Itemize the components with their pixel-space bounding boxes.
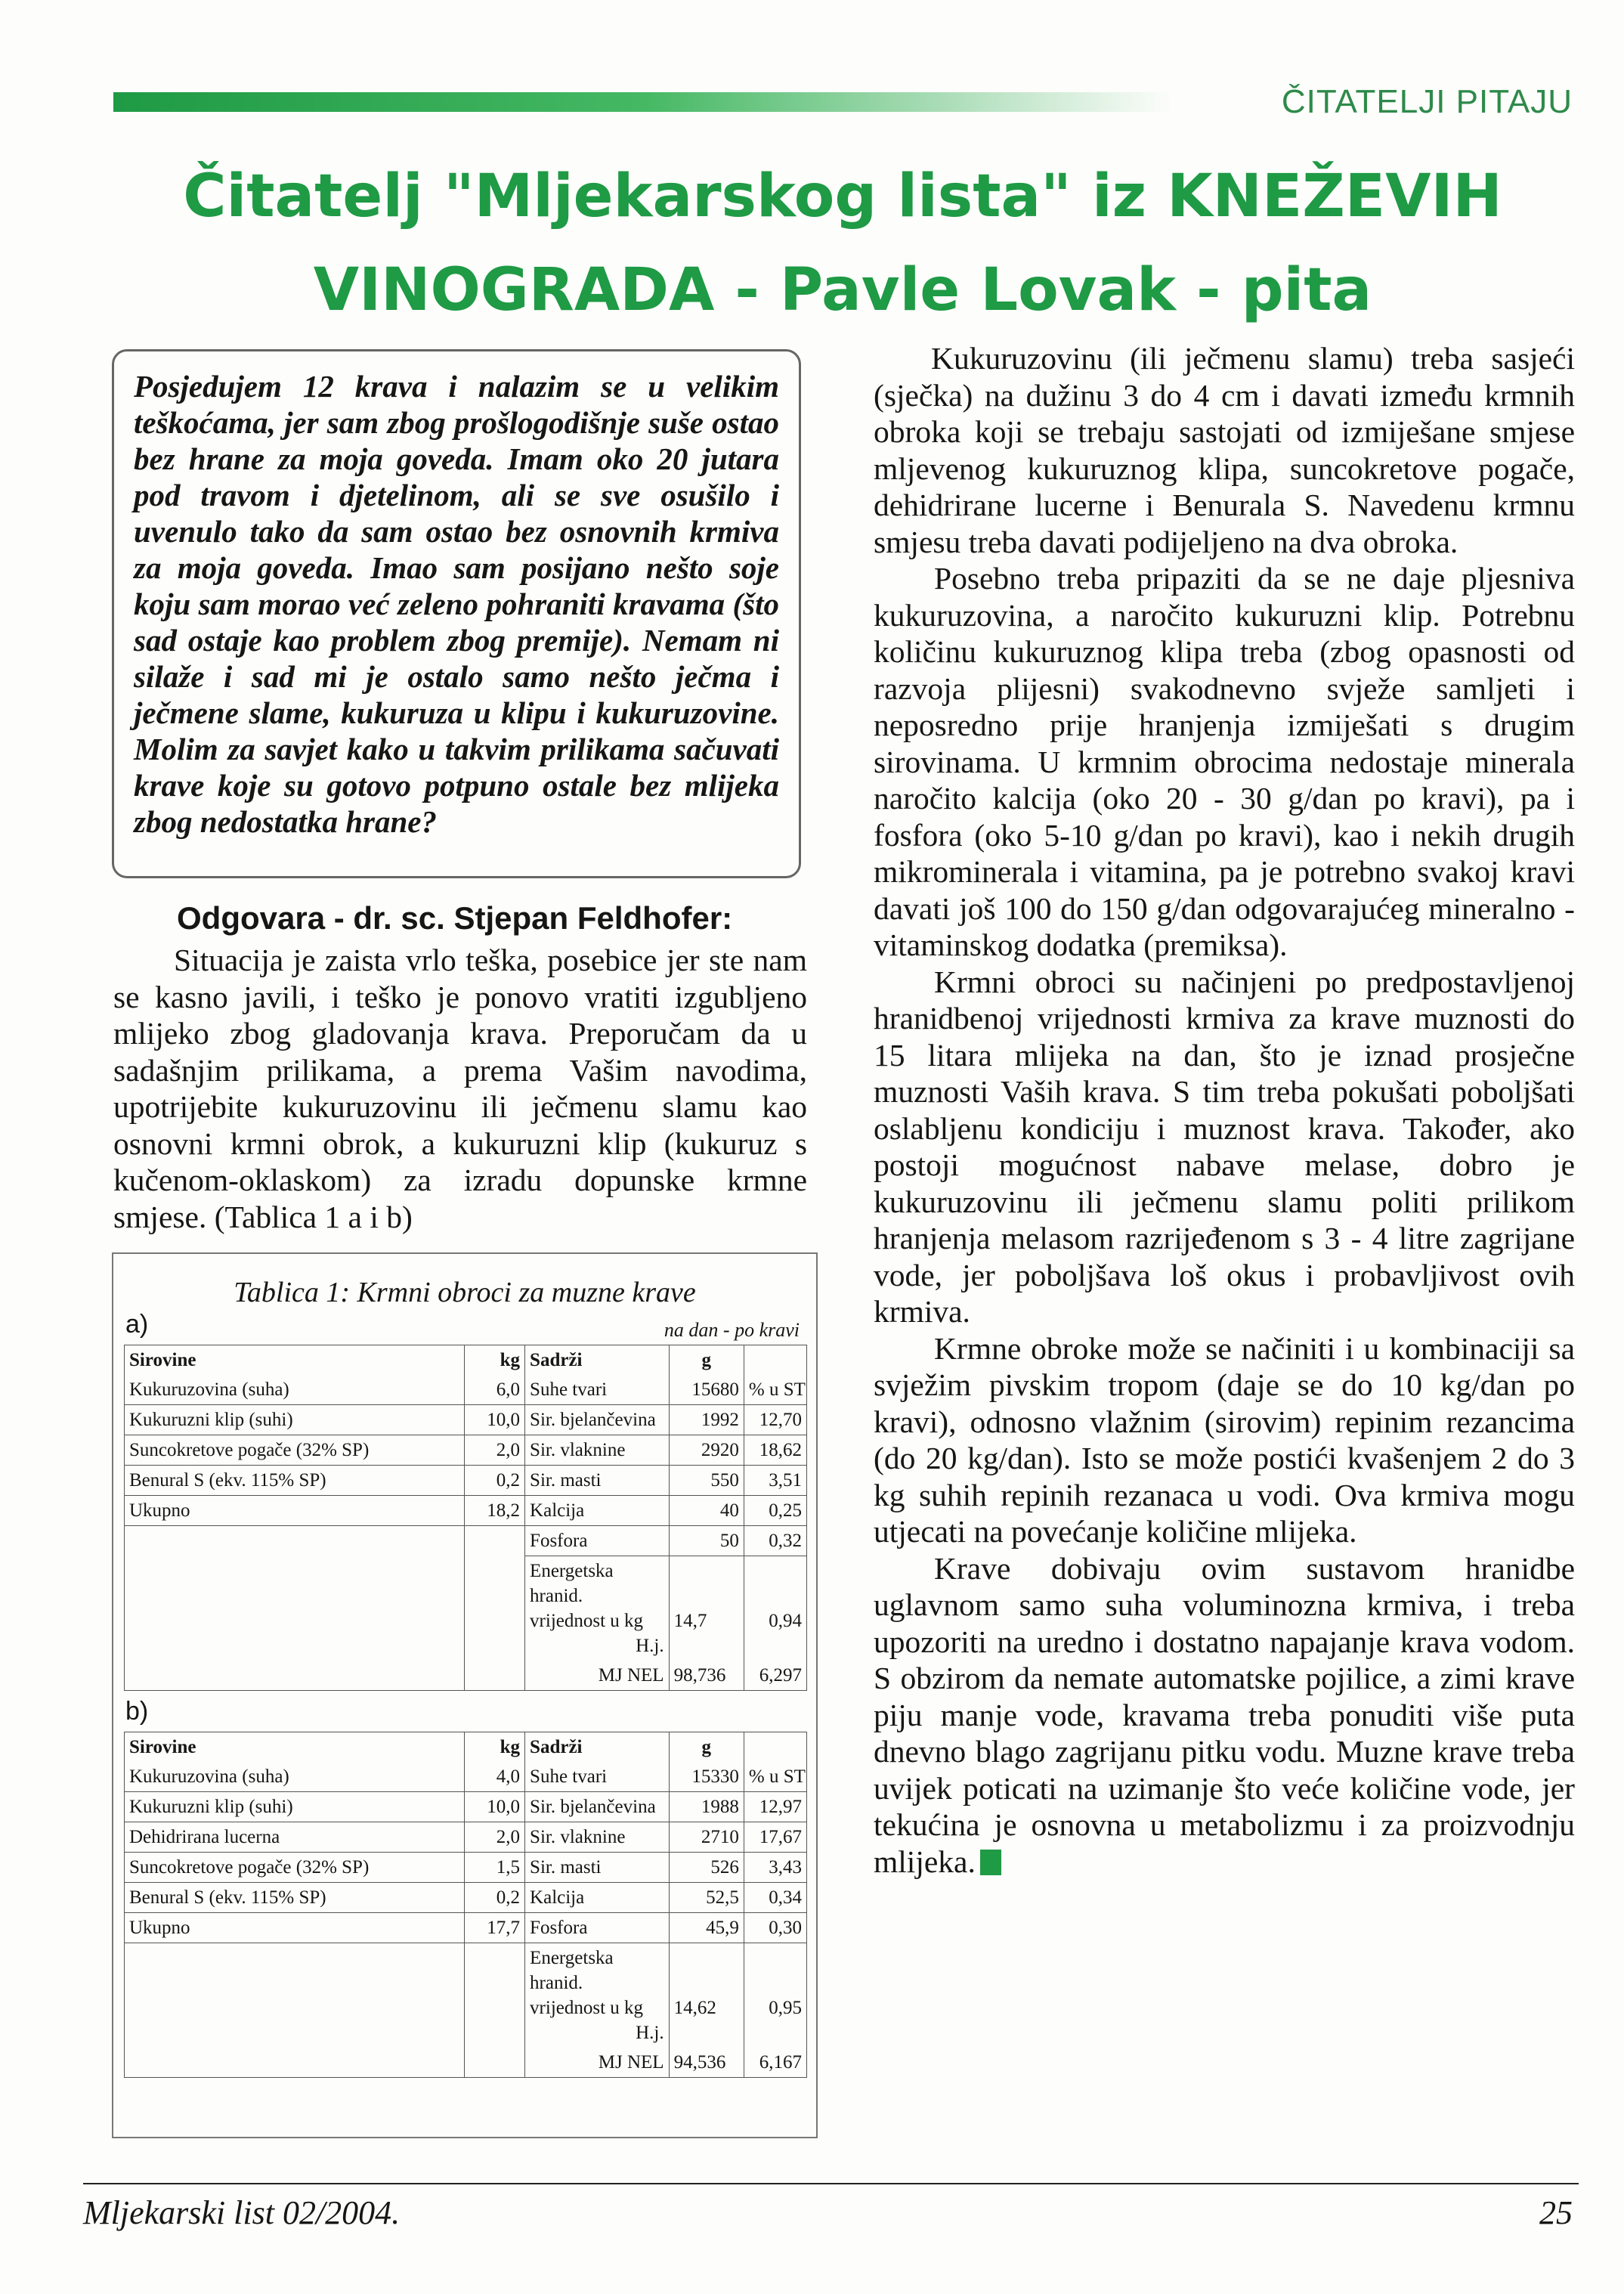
col-header-g: g xyxy=(669,1345,744,1376)
nutrient-pct: 3,43 xyxy=(744,1853,806,1883)
section-label: ČITATELJI PITAJU xyxy=(1281,83,1573,120)
ingredient-kg: 0,2 xyxy=(464,1466,524,1496)
table-row xyxy=(125,1853,807,1883)
table-row xyxy=(125,1435,807,1466)
answer-paragraph: Krmne obroke može se načiniti i u kombinaciji sa svježim pivskim tropom (daje se do 10 kg/dan po kravi), odnosno vlažnim (sirovim) repinim rezancima (do 20 kg/dan). Isto se može postići kvašenjem 2 do 3 kg suhih repinih rezanaca u vodi. Ova krmiva mogu utjecati na povećanje količine mlijeka. xyxy=(874,1330,1575,1549)
nutrient-g: 40 xyxy=(669,1496,744,1526)
table-a-label: a) xyxy=(125,1310,149,1339)
header-color-bar xyxy=(113,92,1171,112)
col-header-raw: Sirovine xyxy=(125,1345,465,1376)
ingredient-kg: 2,0 xyxy=(464,1435,524,1466)
nutrient-name: Sir. vlaknine xyxy=(525,1822,670,1853)
nutrient-pct: 0,25 xyxy=(744,1496,806,1526)
col-header-pct xyxy=(744,1732,806,1763)
nutrient-g: 50 xyxy=(669,1526,744,1556)
ingredient-name: Kukuruzovina (suha) xyxy=(125,1762,465,1792)
table-b-heading xyxy=(118,1697,812,1732)
table-row xyxy=(125,1526,807,1556)
nutrient-name: Suhe tvari xyxy=(525,1375,670,1405)
table-row xyxy=(125,2048,807,2078)
nutrient-pct: 0,32 xyxy=(744,1526,806,1556)
ingredient-name: Ukupno xyxy=(125,1913,465,1943)
table-row xyxy=(125,1466,807,1496)
ingredient-kg: 10,0 xyxy=(464,1792,524,1822)
energy-mjnel-pct: 6,297 xyxy=(744,1661,806,1691)
table-row xyxy=(125,1661,807,1691)
ingredient-name: Benural S (ekv. 115% SP) xyxy=(125,1883,465,1913)
nutrient-g: 52,5 xyxy=(669,1883,744,1913)
table-row xyxy=(125,1883,807,1913)
table-a-heading xyxy=(118,1310,812,1345)
energy-unit-mjnel: MJ NEL xyxy=(525,1661,670,1691)
reader-question-box xyxy=(112,349,801,878)
nutrient-name: Suhe tvari xyxy=(525,1762,670,1792)
ingredient-name: Kukuruzni klip (suhi) xyxy=(125,1405,465,1435)
nutrient-g: 45,9 xyxy=(669,1913,744,1943)
ingredient-name: Ukupno xyxy=(125,1496,465,1526)
ingredient-kg: 18,2 xyxy=(464,1496,524,1526)
ration-table-a xyxy=(124,1345,807,1691)
answer-paragraph-text: Krave dobivaju ovim sustavom hranidbe uglavnom samo suha voluminozna krmiva, i treba upozoriti na uredno i dostatno napajanje krava vodom. S obzirom da nemate automatske pojilice, a zimi krave piju manje vode, kravama treba ponuditi više puta dnevno blago zagrijanu pitku vodu. Muzne krave treba uvijek poticati na uzimanje što veće količine vode, jer tekućina je osnovna u metabolizmu i za proizvodnju mlijeka. xyxy=(874,1550,1575,1879)
footer-publication: Mljekarski list 02/2004. xyxy=(83,2194,401,2231)
page-number: 25 xyxy=(1539,2194,1573,2231)
nutrient-g: 526 xyxy=(669,1853,744,1883)
answer-paragraph: Krmni obroci su načinjeni po predpostavljenoj hranidbenoj vrijednosti krmiva za krave muznosti do 15 litara mlijeka na dan, što je iznad prosječne muznosti Vaših krava. S tim treba pokušati poboljšati oslabljenu kondiciju i muznost krava. Također, ako postoji mogućnost nabave melase, dobro je kukuruzovinu ili ječmenu slamu politi prilikom hranjenja melasom razrijeđenom s 3 - 4 litre zagrijane vode, jer poboljšava loš okus i probavljivost ovih krmiva. xyxy=(874,964,1575,1329)
ingredient-kg: 17,7 xyxy=(464,1913,524,1943)
col-header-contains: Sadrži xyxy=(525,1732,670,1763)
energy-mjnel-g: 94,536 xyxy=(669,2048,744,2078)
table-row xyxy=(125,1405,807,1435)
nutrient-g: 15330 xyxy=(669,1762,744,1792)
energy-hj-pct: 0,94 xyxy=(744,1556,806,1661)
per-day-note: na dan - po kravi xyxy=(664,1319,800,1341)
ingredient-kg: 2,0 xyxy=(464,1822,524,1853)
nutrient-pct: 12,70 xyxy=(744,1405,806,1435)
answer-paragraph-last xyxy=(874,1550,1575,1881)
nutrient-name: Kalcija xyxy=(525,1496,670,1526)
nutrient-g: 550 xyxy=(669,1466,744,1496)
nutrient-name: Fosfora xyxy=(525,1526,670,1556)
col-header-pct xyxy=(744,1345,806,1376)
answer-paragraph: Kukuruzovinu (ili ječmenu slamu) treba sasjeći (sječka) na dužinu 3 do 4 cm i davati između krmnih obroka koji se trebaju sastojati od izmiješane smjese mljevenog kukuruznog klipa, suncokretove pogače, dehidrirane lucerne i Benurala S. Navedenu krmnu smjesu treba davati podijeljeno na dva obroka. xyxy=(874,341,1575,559)
answer-paragraph: Posebno treba pripaziti da se ne daje pljesniva kukuruzovina, a naročito kukuruzni klip. Potrebnu količinu kukuruznog klipa treba (zbog opasnosti od razvoja plijesni) svakodnevno svježe samljeti i neposredno prije hranjenja izmiješati s drugim sirovinama. U krmnim obrocima nedostaje minerala naročito kalcija (oko 20 - 30 g/dan po kravi), pa i fosfora (oko 5-10 g/dan po kravi), kao i nekih drugih mikrominerala i vitamina, pa je potrebno svakoj kravi davati još 100 do 150 g/dan odgovarajućeg mineralno - vitaminskog dodatka (premiksa). xyxy=(874,561,1575,962)
table-row xyxy=(125,1792,807,1822)
footer-divider xyxy=(83,2183,1579,2184)
nutrient-pct: % u ST xyxy=(744,1375,806,1405)
answer-body-column xyxy=(874,340,1575,1880)
ingredient-kg: 10,0 xyxy=(464,1405,524,1435)
nutrient-name: Sir. masti xyxy=(525,1466,670,1496)
nutrient-pct: 3,51 xyxy=(744,1466,806,1496)
article-headline: Čitatelj "Mljekarskog lista" iz KNEŽEVIH VINOGRADA - Pavle Lovak - pita xyxy=(183,163,1502,324)
table-b-label: b) xyxy=(125,1697,149,1726)
feed-ration-table-frame xyxy=(112,1252,818,2138)
energy-mjnel-pct: 6,167 xyxy=(744,2048,806,2078)
table-row xyxy=(125,1913,807,1943)
nutrient-name: Sir. bjelančevina xyxy=(525,1405,670,1435)
answer-author: Odgovara - dr. sc. Stjepan Feldhofer: xyxy=(177,900,733,936)
table-row xyxy=(125,1762,807,1792)
ingredient-kg: 1,5 xyxy=(464,1853,524,1883)
nutrient-name: Sir. masti xyxy=(525,1853,670,1883)
energy-mjnel-g: 98,736 xyxy=(669,1661,744,1691)
nutrient-pct: 0,34 xyxy=(744,1883,806,1913)
nutrient-g: 1988 xyxy=(669,1792,744,1822)
ingredient-name: Suncokretove pogače (32% SP) xyxy=(125,1435,465,1466)
nutrient-name: Sir. bjelančevina xyxy=(525,1792,670,1822)
col-header-kg: kg xyxy=(464,1732,524,1763)
ingredient-name: Suncokretove pogače (32% SP) xyxy=(125,1853,465,1883)
table-caption: Tablica 1: Krmni obroci za muzne krave xyxy=(234,1277,696,1308)
ingredient-name: Kukuruzovina (suha) xyxy=(125,1375,465,1405)
energy-unit-mjnel: MJ NEL xyxy=(525,2048,670,2078)
ration-table-b xyxy=(124,1732,807,2078)
energy-hj-g: 14,62 xyxy=(669,1943,744,2048)
reader-question-text: Posjedujem 12 krava i nalazim se u velikim teškoćama, jer sam zbog prošlogodišnje suše ostao bez hrane za moja goveda. Imam oko 20 jutara pod travom i djetelinom, ali se sve osušilo i uvenulo tako da sam ostao bez osnovnih krmiva za moja goveda. Imao sam posijano nešto soje koju sam morao već zeleno pohraniti kravama (što sad ostaje kao problem zbog premije). Nemam ni silaže i sad mi je ostalo samo nešto ječma i ječmene slame, kukuruza u klipu i kukuruzovine. Molim za savjet kako u takvim prilikama sačuvati krave koje su gotovo potpuno ostale bez mlijeka zbog nedostatka hrane? xyxy=(134,369,779,839)
table-row xyxy=(125,1822,807,1853)
nutrient-pct: 18,62 xyxy=(744,1435,806,1466)
ingredient-name: Kukuruzni klip (suhi) xyxy=(125,1792,465,1822)
energy-value-label: Energetska hranid. vrijednost u kg H.j. xyxy=(525,1556,670,1661)
nutrient-pct: 12,97 xyxy=(744,1792,806,1822)
ingredient-kg: 6,0 xyxy=(464,1375,524,1405)
ingredient-name: Dehidrirana lucerna xyxy=(125,1822,465,1853)
ingredient-kg: 0,2 xyxy=(464,1883,524,1913)
table-row xyxy=(125,1496,807,1526)
col-header-raw: Sirovine xyxy=(125,1732,465,1763)
nutrient-g: 15680 xyxy=(669,1375,744,1405)
table-row xyxy=(125,1375,807,1405)
col-header-kg: kg xyxy=(464,1345,524,1376)
table-row xyxy=(125,1345,807,1376)
table-row xyxy=(125,1732,807,1763)
nutrient-name: Kalcija xyxy=(525,1883,670,1913)
table-row xyxy=(125,1943,807,2048)
nutrient-pct: 0,30 xyxy=(744,1913,806,1943)
nutrient-g: 1992 xyxy=(669,1405,744,1435)
table-row xyxy=(125,1556,807,1661)
nutrient-name: Fosfora xyxy=(525,1913,670,1943)
answer-intro-paragraph: Situacija je zaista vrlo teška, posebice jer ste nam se kasno javili, i teško je ponovo vratiti izgubljeno mlijeko zbog gladovanja krava. Preporučam da u sadašnjim prilikama, a prema Vašim navodima, upotrijebite kukuruzovinu ili ječmenu slamu kao osnovni krmni obrok, a kukuruzni klip (kukuruz s kučenom-oklaskom) za izradu dopunske krmne smjese. (Tablica 1 a i b) xyxy=(113,943,807,1234)
energy-hj-pct: 0,95 xyxy=(744,1943,806,2048)
nutrient-pct: % u ST xyxy=(744,1762,806,1792)
energy-hj-g: 14,7 xyxy=(669,1556,744,1661)
nutrient-g: 2710 xyxy=(669,1822,744,1853)
ingredient-name: Benural S (ekv. 115% SP) xyxy=(125,1466,465,1496)
ingredient-kg: 4,0 xyxy=(464,1762,524,1792)
end-of-article-square-icon xyxy=(980,1850,1001,1875)
nutrient-name: Sir. vlaknine xyxy=(525,1435,670,1466)
energy-value-label: Energetska hranid. vrijednost u kg H.j. xyxy=(525,1943,670,2048)
nutrient-g: 2920 xyxy=(669,1435,744,1466)
answer-intro-column xyxy=(113,898,807,1235)
nutrient-pct: 17,67 xyxy=(744,1822,806,1853)
col-header-g: g xyxy=(669,1732,744,1763)
col-header-contains: Sadrži xyxy=(525,1345,670,1376)
